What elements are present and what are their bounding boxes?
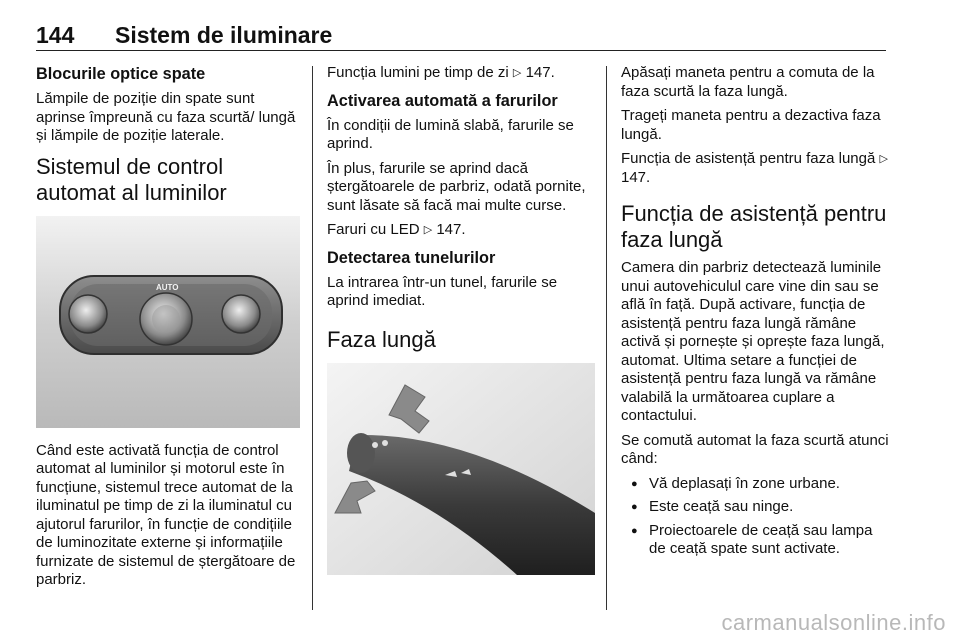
triangle-right-icon: ▷: [423, 224, 433, 236]
heading-tunnel-detection: Detectarea tunelurilor: [327, 248, 496, 267]
column-divider: [606, 66, 607, 610]
page-number: 144: [36, 22, 75, 48]
column-2: [327, 64, 595, 589]
paragraph-rear-lights: Lămpile de poziție din spate sunt aprinse împreună cu faza scurtă/ lungă și lămpile de poziție laterale.: [36, 90, 296, 144]
column-divider: [312, 66, 313, 610]
led-headlights-page[interactable]: 147.: [436, 221, 466, 238]
assist-text: Funcția de asistență pentru faza lungă: [621, 150, 876, 167]
auto-label: AUTO: [156, 282, 179, 292]
paragraph-push-lever: Apăsați maneta pentru a comuta de la faza scurtă la faza lungă.: [621, 64, 875, 100]
heading-high-beam-assist: Funcția de asistență pentru faza lungă: [621, 201, 887, 252]
heading-auto-headlights: Activarea automată a farurilor: [327, 91, 558, 110]
column-1: [36, 64, 300, 596]
heading-auto-light-control: Sistemul de control automat al luminilor: [36, 153, 227, 205]
heading-rear-lights: Blocurile optice spate: [36, 65, 206, 83]
daytime-lights-page[interactable]: 147.: [525, 64, 555, 81]
daytime-lights-text: Funcția lumini pe timp de zi: [327, 64, 509, 81]
column-3: [621, 64, 889, 564]
assist-page[interactable]: 147.: [621, 168, 651, 186]
header-rule: [36, 50, 886, 51]
paragraph-led-ref: [327, 221, 595, 240]
conditions-list: [621, 475, 889, 559]
paragraph-activation-2: În plus, farurile se aprind dacă ștergătoarele de parbriz, odată pornite, sunt lăsate să facă mai multe curse.: [327, 159, 586, 214]
paragraph-daytime-lights-ref: [327, 64, 595, 83]
led-headlights-text: Faruri cu LED: [327, 221, 420, 238]
watermark: carmanualsonline.info: [721, 610, 946, 635]
paragraph-pull-lever: Trageți maneta pentru a dezactiva faza lungă.: [621, 107, 881, 143]
list-item: ● Proiectoarele de ceață sau lampa de ceață spate sunt activate.: [621, 522, 889, 559]
list-item: ● Vă deplasați în zone urbane.: [621, 475, 889, 494]
paragraph-camera: Camera din parbriz detectează luminile unui autovehiculul care vine din sau se află în față. După activare, funcția de asistență pentru faza lungă rămâne activă și pornește și oprește faza lungă, automat. Ultima setare a funcției de asistență pentru faza lungă va rămâne valabilă la următoarea cuplare a contactului.: [621, 259, 885, 424]
turn-signal-lever-illustration: [327, 363, 595, 575]
paragraph-tunnel: La intrarea într-un tunel, farurile se aprind imediat.: [327, 273, 558, 309]
triangle-right-icon: ▷: [879, 153, 888, 165]
running-title: Sistem de iluminare: [115, 22, 333, 48]
triangle-right-icon: ▷: [512, 67, 522, 79]
paragraph-activation-1: În condiții de lumină slabă, farurile se aprind.: [327, 116, 574, 152]
list-item: ● Este ceață sau ninge.: [621, 498, 889, 517]
lever-figure: [327, 363, 595, 575]
paragraph-assist-ref: [621, 150, 889, 187]
light-switch-illustration: [36, 216, 300, 428]
light-switch-figure: [36, 216, 300, 428]
paragraph-switch-low-beam: Se comută automat la faza scurtă atunci când:: [621, 431, 889, 467]
heading-high-beam: Faza lungă: [327, 326, 436, 352]
paragraph-auto-light-control: Când este activată funcția de control automat al luminilor și motorul este în funcțiune, sistemul trece automat de la iluminatul pe timp de zi la iluminatul cu ajutorul farurilor, în funcție de condițiile de luminozitate externe și informațiile furnizate de sistemul de ștergătoare de parbriz.: [36, 441, 296, 588]
